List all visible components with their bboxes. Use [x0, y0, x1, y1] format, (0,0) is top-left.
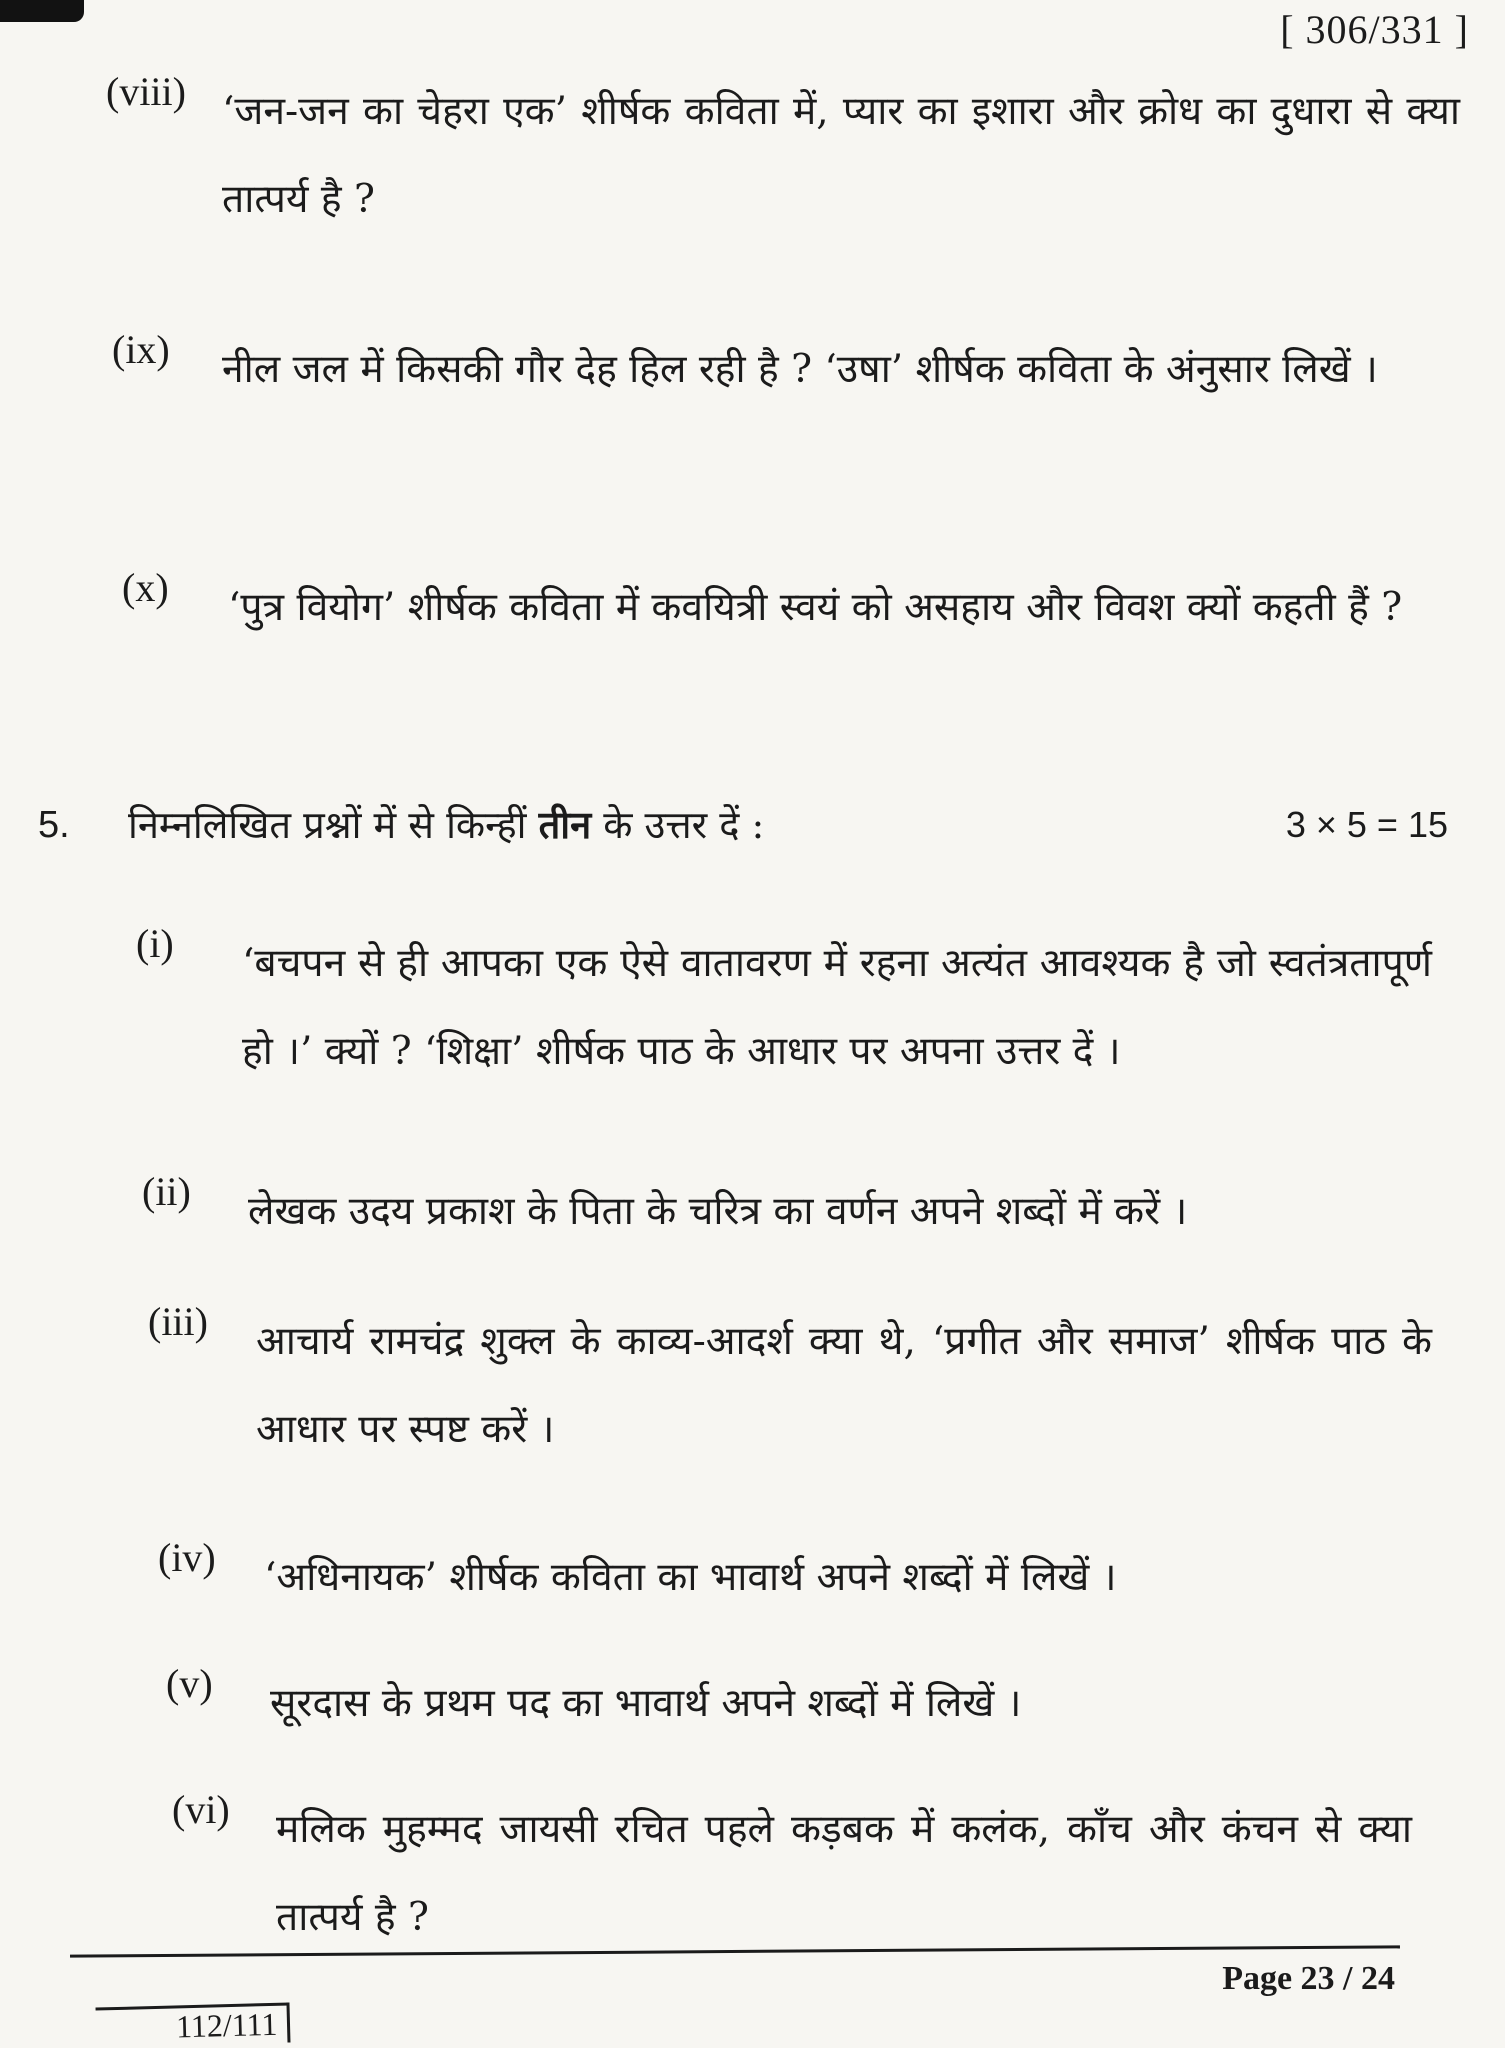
question-text: मलिक मुहम्मद जायसी रचित पहले कड़बक में कलंक, काँच और कंचन से क्या तात्पर्य है ?	[276, 1807, 1412, 1940]
question-5-ii	[142, 1168, 1432, 1256]
question-number: (vi)	[172, 1787, 230, 1832]
question-number: (iv)	[158, 1535, 216, 1580]
question-number: (viii)	[106, 69, 186, 114]
page-number: Page 23 / 24	[1222, 1960, 1395, 1997]
question-text: ‘जन-जन का चेहरा एक’ शीर्षक कविता में, प्यार का इशारा और क्रोध का दुधारा से क्या तात्पर्य है ?	[222, 89, 1460, 222]
question-5-iv	[158, 1534, 1432, 1622]
question-x	[122, 564, 1452, 652]
footer-code: 112/111	[96, 2002, 291, 2047]
section-marks: 3 × 5 = 15	[1285, 804, 1448, 845]
question-viii	[106, 68, 1460, 244]
section-instruction	[128, 800, 764, 850]
question-number: (ix)	[112, 327, 170, 372]
question-text: सूरदास के प्रथम पद का भावार्थ अपने शब्दों में लिखें ।	[270, 1681, 1022, 1726]
question-number: (x)	[122, 565, 169, 610]
question-number: (v)	[166, 1661, 213, 1706]
question-number: (iii)	[148, 1299, 208, 1344]
question-text: आचार्य रामचंद्र शुक्ल के काव्य-आदर्श क्या थे, ‘प्रगीत और समाज’ शीर्षक पाठ के आधार पर स्पष्ट करें ।	[256, 1319, 1432, 1452]
question-5-vi	[172, 1786, 1412, 1962]
paper-code: [ 306/331 ]	[1280, 7, 1469, 52]
instruction-part: के उत्तर दें :	[591, 803, 765, 847]
question-text: लेखक उदय प्रकाश के पिता के चरित्र का वर्णन अपने शब्दों में करें ।	[248, 1189, 1188, 1234]
question-text: ‘बचपन से ही आपका एक ऐसे वातावरण में रहना अत्यंत आवश्यक है जो स्वतंत्रतापूर्ण हो ।’ क्यों ? ‘शिक्षा’ शीर्षक पाठ के आधार पर अपना उत्तर दें ।	[242, 941, 1432, 1074]
corner-marker	[0, 0, 84, 22]
instruction-emphasis: तीन	[538, 802, 592, 847]
question-text: ‘अधिनायक’ शीर्षक कविता का भावार्थ अपने शब्दों में लिखें ।	[264, 1555, 1117, 1600]
section-number: 5.	[38, 804, 70, 846]
question-ix	[112, 326, 1460, 414]
question-number: (ii)	[142, 1169, 191, 1214]
question-number: (i)	[136, 921, 174, 966]
question-5-iii	[148, 1298, 1432, 1474]
question-5-v	[166, 1660, 1432, 1748]
instruction-part: निम्नलिखित प्रश्नों में से किन्हीं	[128, 803, 539, 847]
question-5-i	[136, 920, 1432, 1096]
question-text: नील जल में किसकी गौर देह हिल रही है ? ‘उषा’ शीर्षक कविता के अंनुसार लिखें ।	[222, 347, 1378, 392]
question-text: ‘पुत्र वियोग’ शीर्षक कविता में कवयित्री स्वयं को असहाय और विवश क्यों कहती हैं ?	[228, 585, 1403, 630]
